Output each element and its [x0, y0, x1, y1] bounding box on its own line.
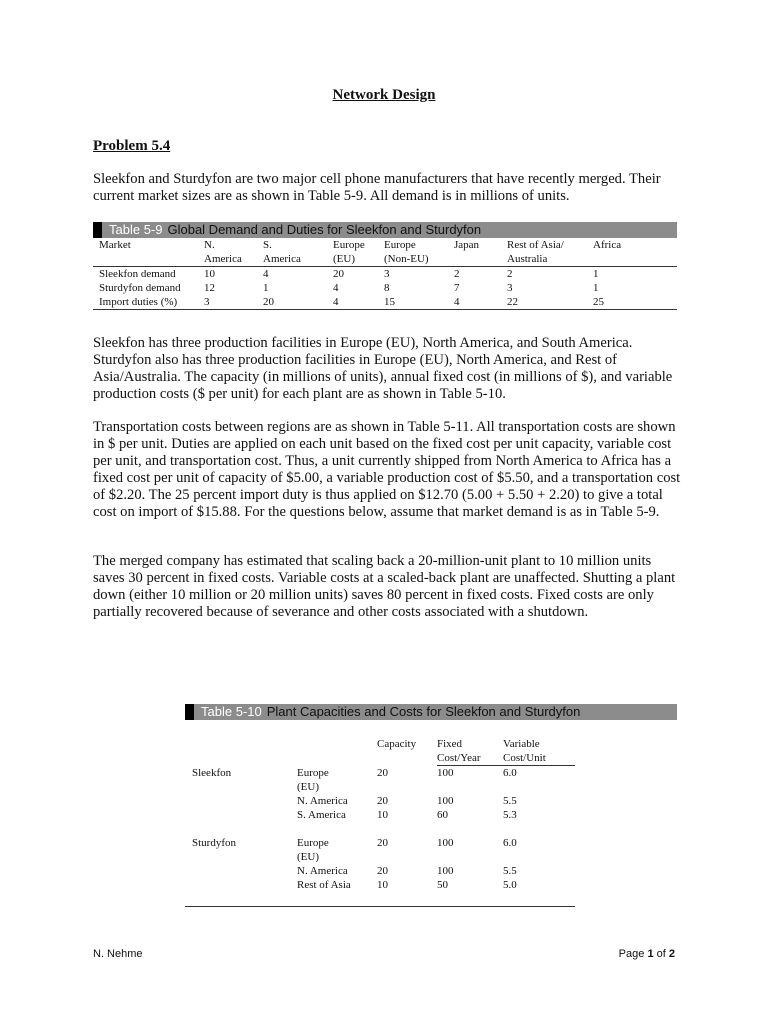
- table-row: [185, 808, 575, 822]
- table-cell: 3: [507, 282, 513, 294]
- table-cell: 25: [593, 295, 677, 310]
- table-cell: 60: [437, 808, 448, 821]
- table-cell: 10: [377, 808, 388, 821]
- table-5-10: [185, 737, 575, 892]
- table-cell: 1: [263, 282, 269, 294]
- table-cell: 100: [437, 767, 454, 779]
- footer-author: N. Nehme: [93, 948, 143, 960]
- column-header: Capacity: [377, 738, 417, 750]
- column-header: Rest of Asia/ Australia: [507, 238, 593, 267]
- table-cell: 50: [437, 878, 448, 891]
- table-cell: 8: [384, 282, 390, 294]
- table-marker-block: [93, 222, 102, 238]
- row-label: Sturdyfon demand: [99, 282, 181, 294]
- table-header-row: [93, 238, 677, 267]
- table-cell: 20: [263, 295, 333, 310]
- column-header: N. America: [204, 238, 263, 267]
- table-cell: 5.0: [503, 878, 517, 891]
- plant-location: Europe (EU): [297, 836, 329, 863]
- facilities-paragraph: Sleekfon has three production facilities in Europe (EU), North America, and South America. Sturdyfon also has three production facilities in Europe (EU), North America, and Rest of Asia/Australia. The capacity (in millions of units), annual fixed cost (in millions of $), and variable production costs ($ per unit) for each plant are as shown in Table 5-10.: [93, 335, 673, 402]
- table-cell: 4: [333, 295, 384, 310]
- table-number: Table 5-10: [201, 704, 262, 719]
- table-cell: 3: [384, 268, 390, 280]
- table-cell: 3: [204, 295, 263, 310]
- table-caption: Plant Capacities and Costs for Sleekfon and Sturdyfon: [266, 704, 581, 719]
- column-header: Fixed Cost/Year: [437, 737, 503, 766]
- column-header: Europe (Non-EU): [384, 238, 454, 267]
- scaling-paragraph: The merged company has estimated that scaling back a 20-million-unit plant to 10 million units saves 30 percent in fixed costs. Variable costs at a scaled-back plant are unaffected. Shutting a plant down (either 10 million or 20 million units) saves 80 percent in fixed costs. Fixed costs are only partially recovered because of severance and other costs associated with a shutdown.: [93, 553, 676, 620]
- table-cell: 100: [437, 836, 454, 849]
- table-cell: 1: [593, 282, 599, 294]
- plant-location: Europe (EU): [297, 766, 329, 793]
- table-cell: 20: [333, 268, 344, 280]
- table-5-9-caption-bar: [93, 222, 677, 238]
- table-cell: 4: [263, 268, 269, 280]
- table-cell: 12: [204, 282, 215, 294]
- company-label: Sturdyfon: [192, 836, 236, 849]
- table-cell: 1: [593, 268, 599, 280]
- intro-paragraph: Sleekfon and Sturdyfon are two major cell phone manufacturers that have recently merged. Their current market sizes are as shown in Table 5-9. All demand is in millions of units.: [93, 171, 661, 204]
- column-header: Africa: [593, 238, 677, 267]
- document-title: Network Design: [332, 87, 436, 103]
- table-row: [185, 794, 575, 808]
- table-cell: 2: [454, 268, 460, 280]
- table-caption: Global Demand and Duties for Sleekfon and Sturdyfon: [167, 222, 482, 237]
- transportation-paragraph: Transportation costs between regions are as shown in Table 5-11. All transportation costs are shown in $ per unit. Duties are applied on each unit based on the fixed cost per unit capacity, variable cost per unit, and transportation cost. Thus, a unit currently shipped from North America to Africa has a fixed cost per unit of capacity of $5.00, a variable production cost of $5.50, and a transportation cost of $2.20. The 25 percent import duty is thus applied on $12.70 (5.00 + 5.50 + 2.20) to give a total cost on import of $15.88. For the questions below, assume that market demand is as in Table 5-9.: [93, 419, 681, 520]
- table-number: Table 5-9: [109, 222, 163, 237]
- table-cell: 20: [377, 766, 388, 779]
- plant-location: S. America: [297, 808, 346, 821]
- table-row: [185, 766, 575, 794]
- table-cell: 4: [333, 282, 339, 294]
- row-label: Sleekfon demand: [99, 268, 176, 280]
- footer-page-number: Page 1 of 2: [618, 948, 675, 960]
- table-cell: 5.5: [503, 864, 517, 877]
- table-header-row: [185, 737, 575, 766]
- row-label: Import duties (%): [93, 295, 204, 310]
- column-header: Europe (EU): [333, 238, 384, 267]
- table-cell: 2: [507, 268, 513, 280]
- table-marker-block: [185, 704, 194, 720]
- table-cell: 10: [204, 268, 215, 280]
- table-cell: 100: [437, 864, 454, 877]
- table-5-10-caption-bar: [185, 704, 677, 720]
- table-cell: 20: [377, 836, 388, 849]
- plant-location: N. America: [297, 864, 348, 877]
- table-cell: 6.0: [503, 767, 517, 779]
- column-header: Market: [93, 238, 204, 267]
- company-label: Sleekfon: [192, 766, 232, 779]
- table-row: [185, 878, 575, 892]
- table-row: [185, 836, 575, 864]
- table-5-9: [93, 238, 677, 310]
- column-header: Japan: [454, 238, 507, 267]
- table-cell: 15: [384, 295, 454, 310]
- table-cell: 7: [454, 282, 460, 294]
- table-cell: 5.5: [503, 794, 517, 807]
- table-cell: 6.0: [503, 836, 517, 849]
- plant-location: Rest of Asia: [297, 878, 351, 891]
- column-header: Variable Cost/Unit: [503, 737, 575, 766]
- table-cell: 4: [454, 295, 507, 310]
- table-bottom-rule: [185, 906, 575, 907]
- table-cell: 10: [377, 878, 388, 891]
- table-cell: 100: [437, 794, 454, 807]
- table-cell: 5.3: [503, 808, 517, 821]
- table-cell: 22: [507, 295, 593, 310]
- plant-location: N. America: [297, 794, 348, 807]
- table-row: [93, 295, 677, 310]
- table-cell: 20: [377, 794, 388, 807]
- problem-heading: Problem 5.4: [93, 138, 171, 154]
- column-header: S. America: [263, 238, 333, 267]
- table-row: [93, 267, 677, 282]
- table-cell: 20: [377, 864, 388, 877]
- table-row: [185, 864, 575, 878]
- table-row: [93, 281, 677, 295]
